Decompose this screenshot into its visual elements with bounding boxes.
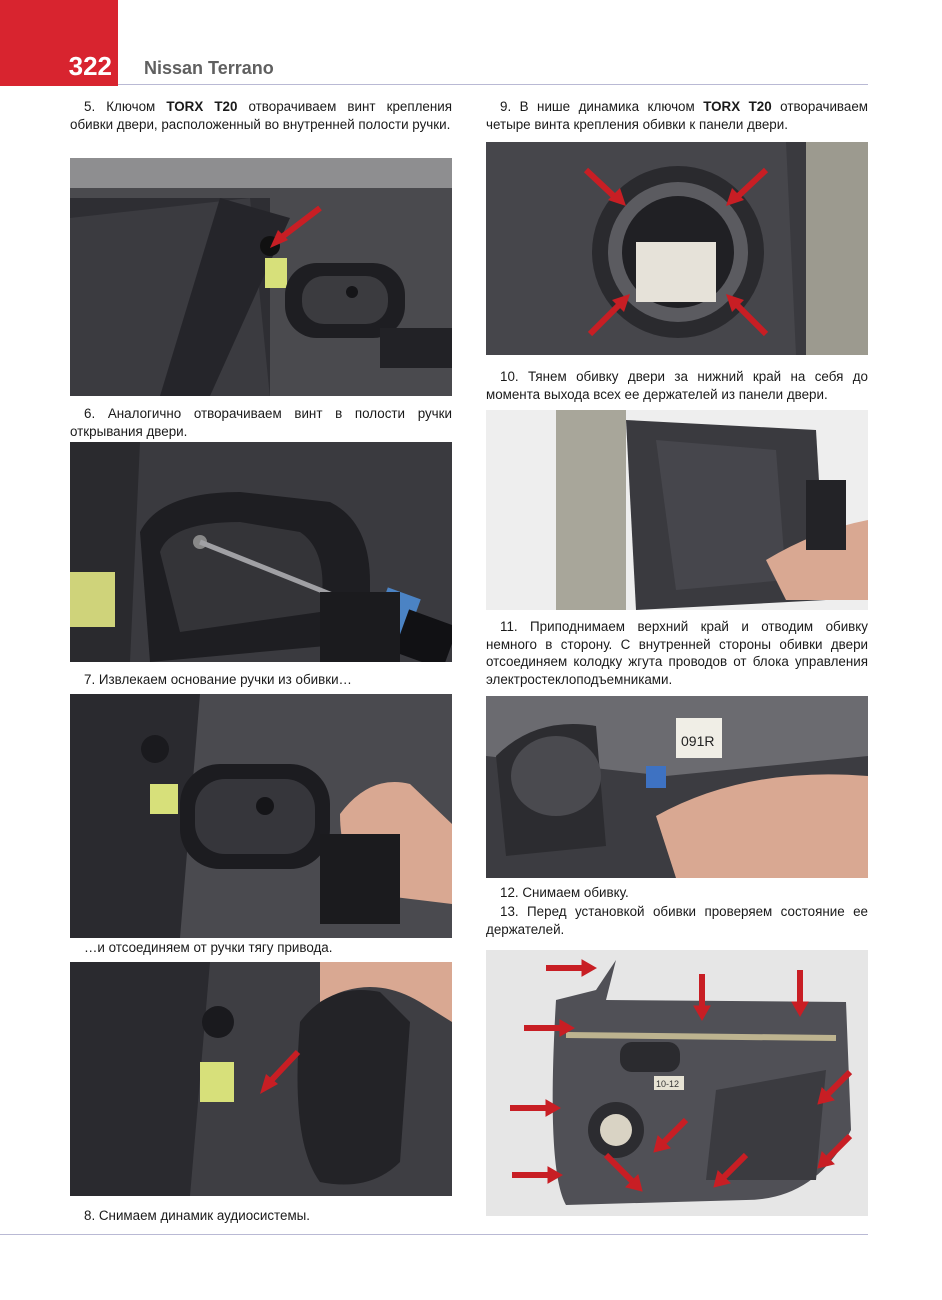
tool-name: TORX T20: [166, 99, 238, 114]
photo-step-11: [486, 696, 868, 878]
photo-step-6: [70, 442, 452, 662]
step-8-caption: 8. Снимаем динамик аудиосистемы.: [84, 1208, 310, 1223]
step-9-caption: 9. В нише динамика ключом TORX T20 отворачиваем четыре винта крепления обивки к панели двери.: [486, 99, 868, 132]
step-6-caption: 6. Аналогично отворачиваем винт в полости ручки открывания двери.: [70, 406, 452, 439]
photo-step-5: [70, 158, 452, 396]
step-11-caption: 11. Приподнимаем верхний край и отводим обивку немного в сторону. С внутренней стороны обивки двери отсоединяем колодку жгута проводов от блока управления электростеклоподъемниками.: [486, 619, 868, 687]
footer-rule: [0, 1234, 868, 1235]
photo-step-9: [486, 142, 868, 355]
header-rule: [118, 84, 868, 85]
step-7-caption: 7. Извлекаем основание ручки из обивки…: [84, 672, 352, 687]
label-small: 10-12: [656, 1079, 680, 1089]
photo-step-7: [70, 694, 452, 938]
step-5-caption: 5. Ключом TORX T20 отворачиваем винт крепления обивки двери, расположенный во внутренней полости ручки.: [70, 99, 452, 132]
step-10-caption: 10. Тянем обивку двери за нижний край на себя до момента выхода всех ее держателей из панели двери.: [486, 369, 868, 402]
label-091r: 091R: [681, 733, 715, 749]
step-7b-caption: …и отсоединяем от ручки тягу привода.: [84, 940, 333, 955]
step-12-caption: 12. Снимаем обивку.: [500, 885, 629, 900]
tool-name-2: TORX T20: [703, 99, 772, 114]
page-number: 322: [68, 51, 112, 81]
photo-step-13: [486, 950, 868, 1216]
page-number-tab: [0, 0, 118, 86]
book-title: Nissan Terrano: [144, 58, 274, 78]
photo-step-10: [486, 410, 868, 610]
photo-step-7b: [70, 962, 452, 1196]
step-13-caption: 13. Перед установкой обивки проверяем состояние ее держателей.: [486, 904, 868, 937]
